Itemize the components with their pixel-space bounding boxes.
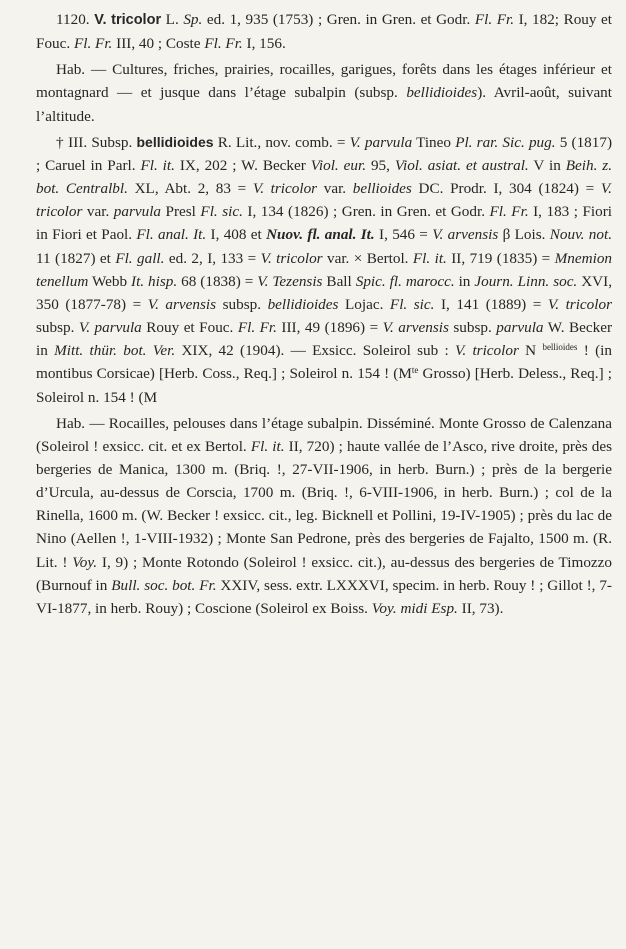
- subspecies-citation-paragraph: † III. Subsp. bellidioides R. Lit., nov. comb. = V. parvula Tineo Pl. rar. Sic. pug. 5 (1817) ; Caruel in Parl. Fl. it. IX, 202 ; W. Becker Viol. eur. 95, Viol. asiat. et austral. V in Beih. z. bot. Centralbl. XL, Abt. 2, 83 = V. tricolor var. bellioides DC. Prodr. I, 304 (1824) = V. tricolor var. parvula Presl Fl. sic. I, 134 (1826) ; Gren. in Gren. et Godr. Fl. Fr. I, 183 ; Fiori in Fiori et Paol. Fl. anal. It. I, 408 et Nuov. fl. anal. It. I, 546 = V. arvensis β Lois. Nouv. not. 11 (1827) et Fl. gall. ed. 2, I, 133 = V. tricolor var. × Bertol. Fl. it. II, 719 (1835) = Mnemion tenellum Webb It. hisp. 68 (1838) = V. Tezensis Ball Spic. fl. marocc. in Journ. Linn. soc. XVI, 350 (1877-78) = V. arvensis subsp. bellidioides Lojac. Fl. sic. I, 141 (1889) = V. tricolor subsp. V. parvula Rouy et Fouc. Fl. Fr. III, 49 (1896) = V. arvensis subsp. parvula W. Becker in Mitt. thür. bot. Ver. XIX, 42 (1904). — Exsicc. Soleirol sub : V. tricolor N $^{bellioides}$ ! (in montibus Corsicae) [Herb. Coss., Req.] ; Soleirol n. 154 ! ($M^{te}$ Grosso) [Herb. Deless., Req.] ; Soleirol n. 154 ! (M: [36, 133, 613, 406]
- species-name: tricolor: [111, 12, 162, 28]
- species-citation-paragraph: 1120. V. tricolor L. Sp. ed. 1, 935 (1753) ; Gren. in Gren. et Godr. Fl. Fr. I, 182; Rouy et Fouc. Fl. Fr. III, 40 ; Coste Fl. Fr. I, 156.: [36, 11, 613, 53]
- subspecies-rank: Subsp.: [91, 133, 133, 151]
- subspecies-marker: † III.: [56, 133, 88, 151]
- subspecies-name: bellidioides: [136, 133, 214, 150]
- species-number: 1120.: [56, 11, 90, 28]
- species-genus: V.: [94, 12, 107, 28]
- subspecies-habitat-paragraph: Hab. — Rocailles, pelouses dans l’étage subalpin. Disséminé. Monte Grosso de Calenzana (Soleirol ! exsicc. cit. et ex Bertol. Fl. it. II, 720) ; haute vallée de l’Asco, rive droite, près des bergeries de Manica, 1300 m. (Briq. !, 27-VII-1906, in herb. Burn.) ; près de la bergerie d’Urcula, au-dessus de Corscia, 1700 m. (Briq. !, 6-VIII-1906, in herb. Burn.) ; col de la Rinella, 1600 m. (W. Becker ! exsicc. cit., leg. Bicknell et Pollini, 19-IV-1905) ; près du lac de Nino (Aellen !, 1-VIII-1932) ; Monte San Pedrone, près des bergeries de Fajalto, 1500 m. (R. Lit. ! Voy. I, 9) ; Monte Rotondo (Soleirol ! exsicc. cit.), au-dessus des bergeries de Timozzo (Burnouf in Bull. soc. bot. Fr. XXIV, sess. extr. LXXXVI, specim. in herb. Rouy ! ; Gillot !, 7-VI-1877, in herb. Rouy) ; Coscione (Soleirol ex Boiss. Voy. midi Esp. II, 73).: [36, 414, 612, 617]
- species-habitat-paragraph: Hab. — Cultures, friches, prairies, rocailles, garigues, forêts dans les étages inférieur et montagnard — et jusque dans l’étage subalpin (subsp. bellidioides). Avril-août, suivant l’altitude.: [36, 61, 612, 125]
